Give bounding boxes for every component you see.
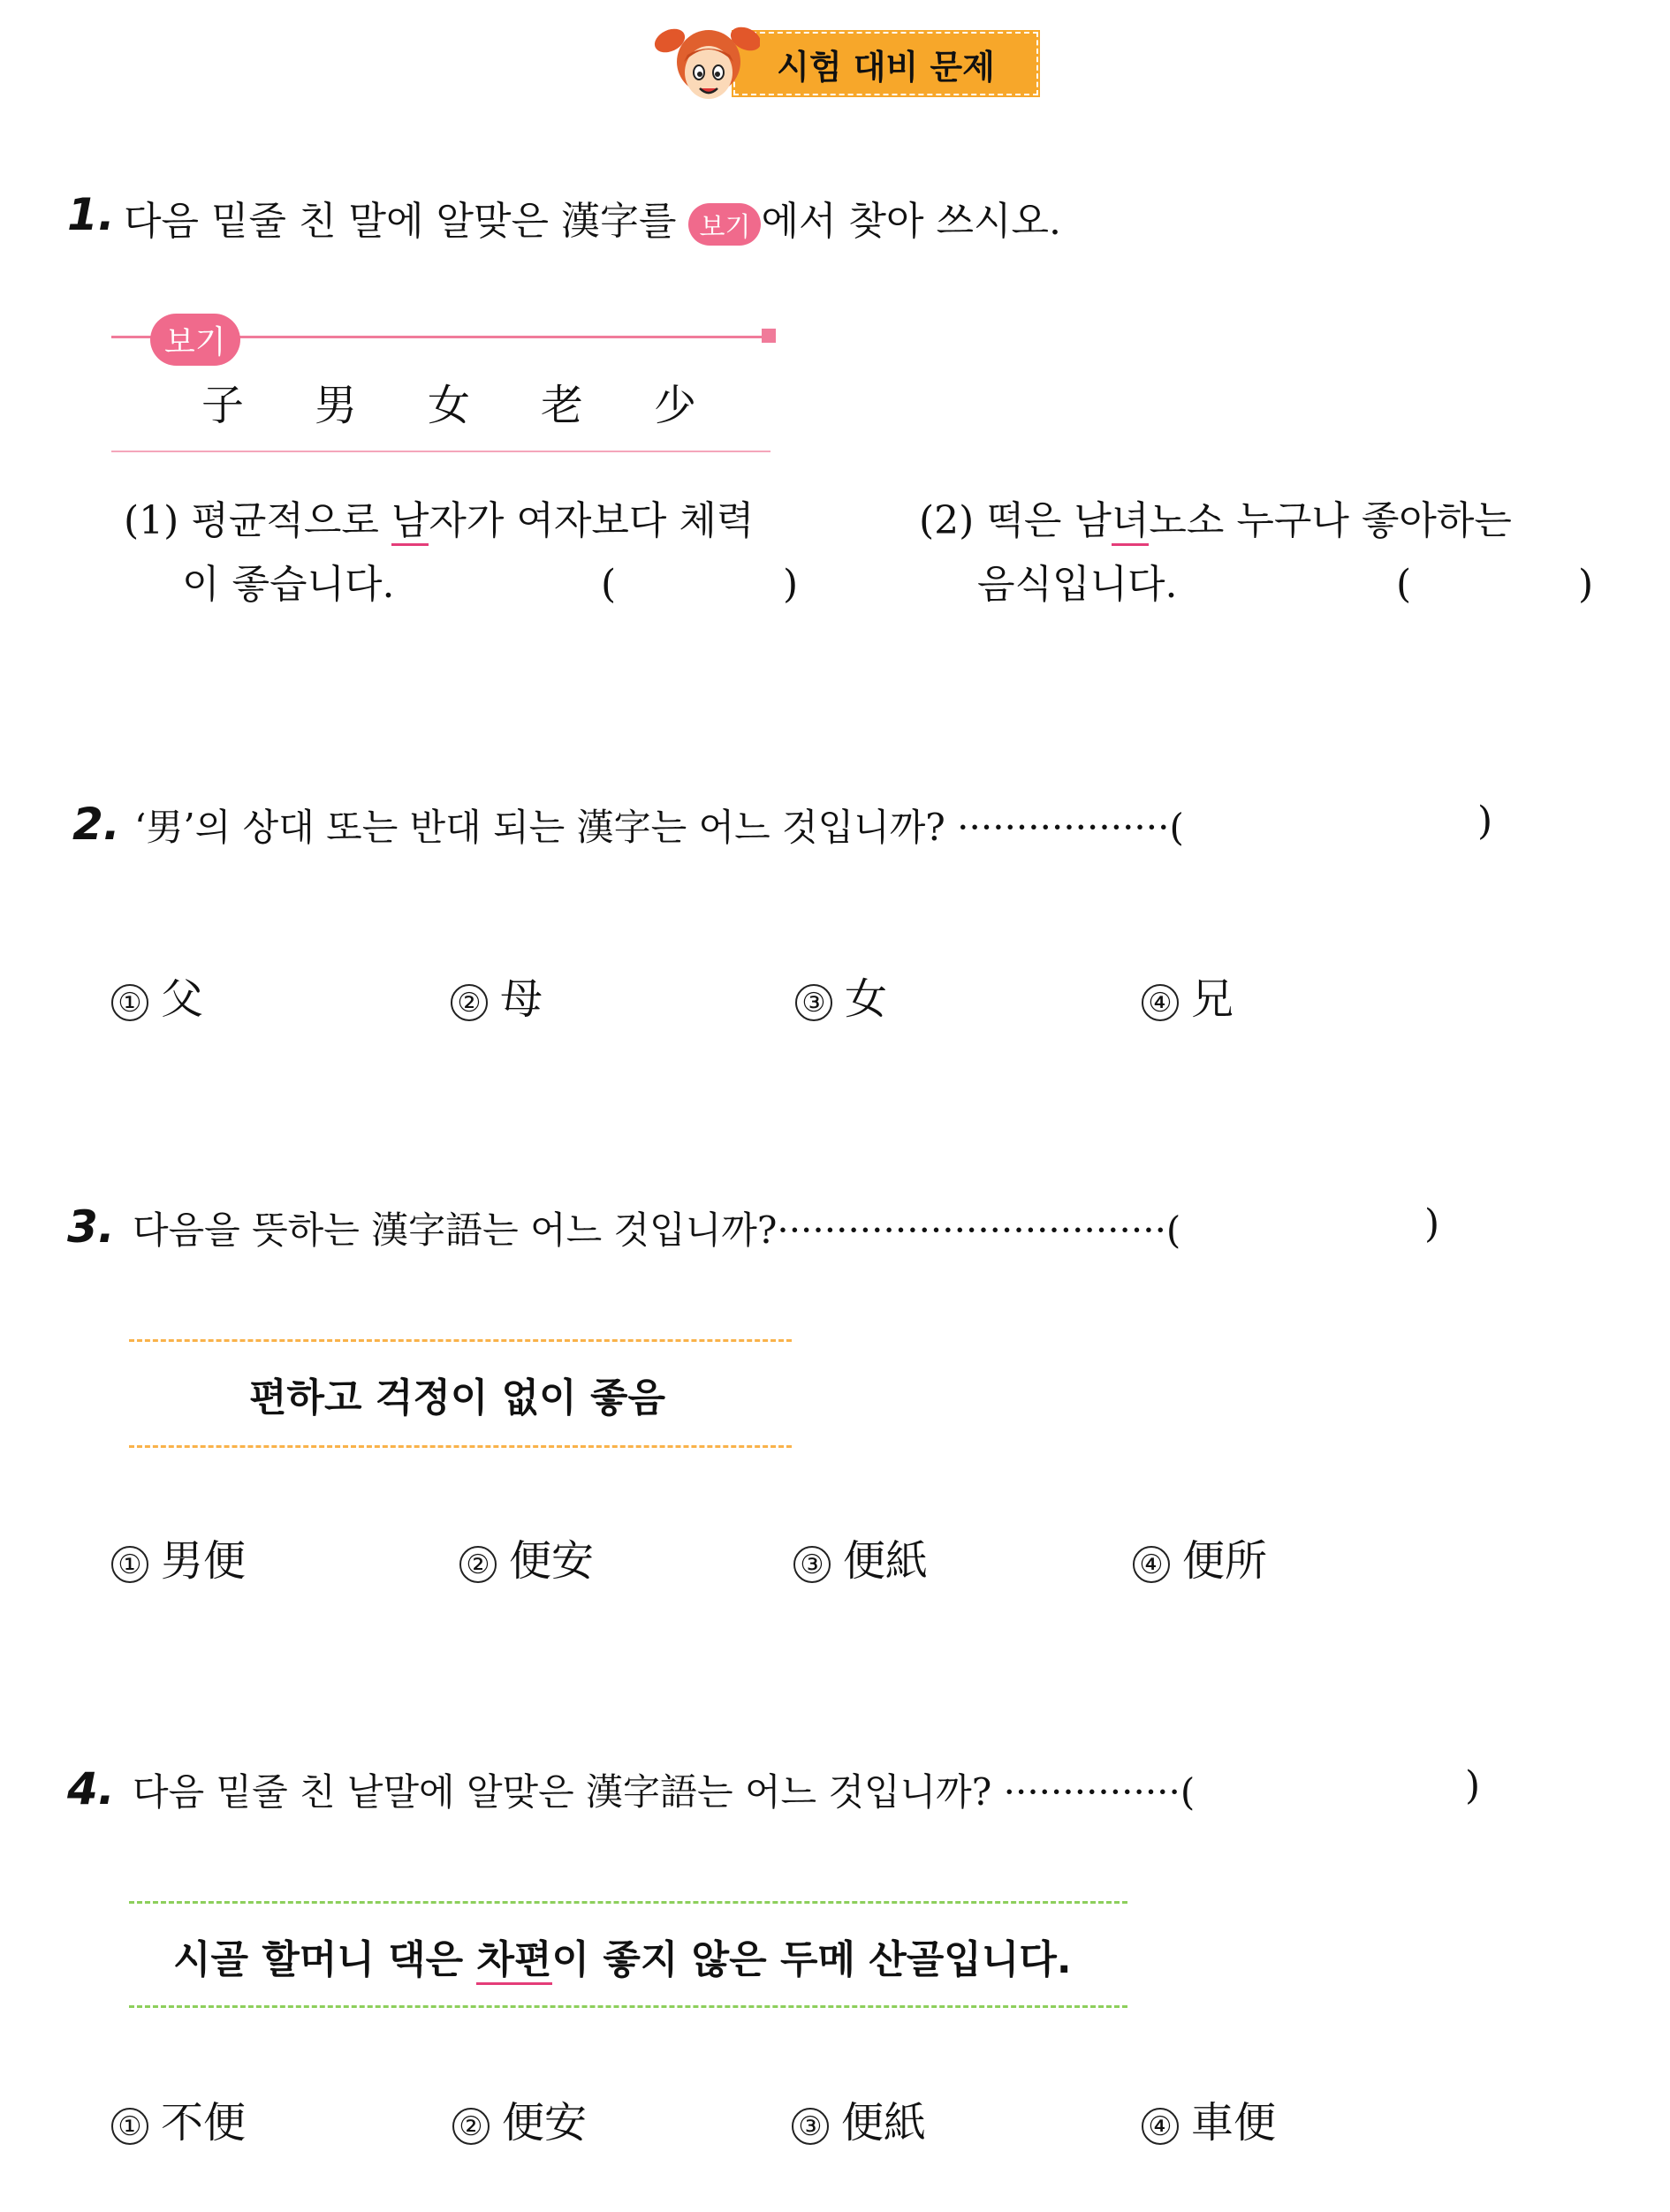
option-text: 男便	[161, 1536, 247, 1586]
q3-text: 다음을 뜻하는 漢字語는 어느 것입니까?·································(	[133, 1208, 1181, 1252]
option-mark: ④	[1142, 2108, 1179, 2145]
q1-sub1-paren-open: (	[601, 562, 617, 607]
q4-box-text-post: 이 좋지 않은 두메 산골입니다.	[551, 1937, 1072, 1982]
q3-box-text: 편하고 걱정이 없이 좋음	[249, 1375, 665, 1420]
option-text: 女	[845, 974, 888, 1024]
q3-paren-close: )	[1424, 1201, 1440, 1246]
option-mark: ②	[452, 2108, 490, 2145]
option-text: 便安	[502, 2098, 588, 2148]
q3-option-3[interactable]	[793, 1526, 928, 1587]
option-text: 便所	[1182, 1536, 1268, 1586]
q4-option-3[interactable]	[792, 2088, 926, 2149]
option-mark: ①	[111, 2108, 148, 2145]
q1-sub1-number: (1)	[124, 498, 179, 543]
bogi-line-end	[762, 329, 776, 343]
bogi-char: 子	[201, 381, 245, 430]
header-title-box	[733, 32, 1038, 95]
bogi-chars	[201, 371, 696, 432]
q1-sub2-paren-close: )	[1578, 562, 1594, 607]
q4-option-1[interactable]	[111, 2088, 246, 2149]
q1-sub1-line2: 이 좋습니다.	[182, 562, 395, 607]
option-mark: ②	[459, 1546, 497, 1583]
q1-prompt	[124, 189, 1061, 246]
option-mark: ④	[1133, 1546, 1170, 1583]
q1-sub2-text-rest: 노소 누구나 좋아하는	[1149, 498, 1512, 543]
q1-sub1-line1	[124, 489, 754, 553]
q2-answer-blank[interactable]	[1396, 799, 1476, 848]
q1-sub1-answer-blank[interactable]	[619, 562, 778, 611]
q4-box-underlined: 차편	[476, 1937, 551, 1985]
q1-sub1-text-rest: 자가 여자보다 체력	[429, 498, 755, 543]
q1-sub1-text: 평균적으로	[191, 498, 391, 543]
option-mark: ③	[793, 1546, 831, 1583]
q2-option-2[interactable]	[451, 965, 543, 1026]
q4-option-4[interactable]	[1142, 2088, 1276, 2149]
q3-option-2[interactable]	[459, 1526, 594, 1587]
q3-answer-blank[interactable]	[1343, 1201, 1423, 1251]
q4-box-text	[173, 1928, 1072, 1984]
q1-sub2-answer-blank[interactable]	[1414, 562, 1573, 611]
q3-box-top-dash	[129, 1339, 792, 1342]
q1-text-before: 다음 밑줄 친 말에 알맞은 漢字를	[124, 199, 677, 244]
q1-text-after: 에서 찾아 쓰시오.	[761, 199, 1061, 244]
girl-mascot-icon	[654, 16, 760, 113]
q1-bogi-badge: 보기	[688, 203, 761, 246]
q4-box-bottom-dash	[129, 2005, 1127, 2008]
q1-number: 1.	[67, 189, 115, 240]
q1-sub2-underlined: 녀	[1112, 498, 1150, 546]
bogi-char: 男	[314, 381, 357, 430]
option-mark: ③	[795, 984, 832, 1021]
option-text: 母	[500, 974, 543, 1024]
bogi-char: 少	[653, 381, 696, 430]
q4-answer-blank[interactable]	[1384, 1763, 1463, 1813]
q2-paren-close: )	[1477, 799, 1493, 844]
q4-box-text-pre: 시골 할머니 댁은	[173, 1937, 477, 1982]
option-mark: ②	[451, 984, 488, 1021]
q2-number: 2.	[72, 799, 120, 850]
bogi-label: 보기	[150, 314, 240, 366]
q4-box-top-dash	[129, 1901, 1127, 1904]
q1-sub2-line2: 음식입니다.	[977, 562, 1178, 607]
option-text: 兄	[1191, 974, 1234, 1024]
q3-option-4[interactable]	[1133, 1526, 1267, 1587]
option-text: 不便	[161, 2098, 247, 2148]
q1-sub1-underlined: 남	[391, 498, 429, 546]
q3-option-1[interactable]	[111, 1526, 246, 1587]
q3-number: 3.	[67, 1201, 115, 1253]
option-mark: ①	[111, 1546, 148, 1583]
q4-number: 4.	[67, 1763, 115, 1814]
q4-option-2[interactable]	[452, 2088, 587, 2149]
option-text: 便安	[509, 1536, 595, 1586]
q3-box-bottom-dash	[129, 1445, 792, 1448]
option-mark: ④	[1142, 984, 1179, 1021]
q1-sub1-paren-close: )	[783, 562, 799, 607]
q1-sub2-text: 떡은 남	[986, 498, 1112, 543]
bogi-bottom-line	[111, 451, 770, 452]
option-mark: ①	[111, 984, 148, 1021]
q1-sub2-line1	[919, 489, 1512, 553]
q4-paren-close: )	[1465, 1763, 1481, 1808]
header-title: 시험 대비 문제	[777, 47, 995, 87]
bogi-char: 女	[427, 381, 470, 430]
option-text: 父	[161, 974, 204, 1024]
header-badge	[654, 16, 1043, 104]
q2-option-1[interactable]	[111, 965, 203, 1026]
bogi-char: 老	[540, 381, 583, 430]
q1-sub2-paren-open: (	[1396, 562, 1412, 607]
option-text: 便紙	[843, 1536, 929, 1586]
option-mark: ③	[792, 2108, 829, 2145]
option-text: 便紙	[841, 2098, 927, 2148]
q2-option-3[interactable]	[795, 965, 887, 1026]
q2-text: ‘男’의 상대 또는 반대 되는 漢字는 어느 것입니까? ··················(	[134, 806, 1184, 849]
q1-sub2-number: (2)	[919, 498, 975, 543]
q4-text: 다음 밑줄 친 낱말에 알맞은 漢字語는 어느 것입니까? ···············(	[133, 1770, 1196, 1814]
option-text: 車便	[1191, 2098, 1277, 2148]
q2-option-4[interactable]	[1142, 965, 1234, 1026]
